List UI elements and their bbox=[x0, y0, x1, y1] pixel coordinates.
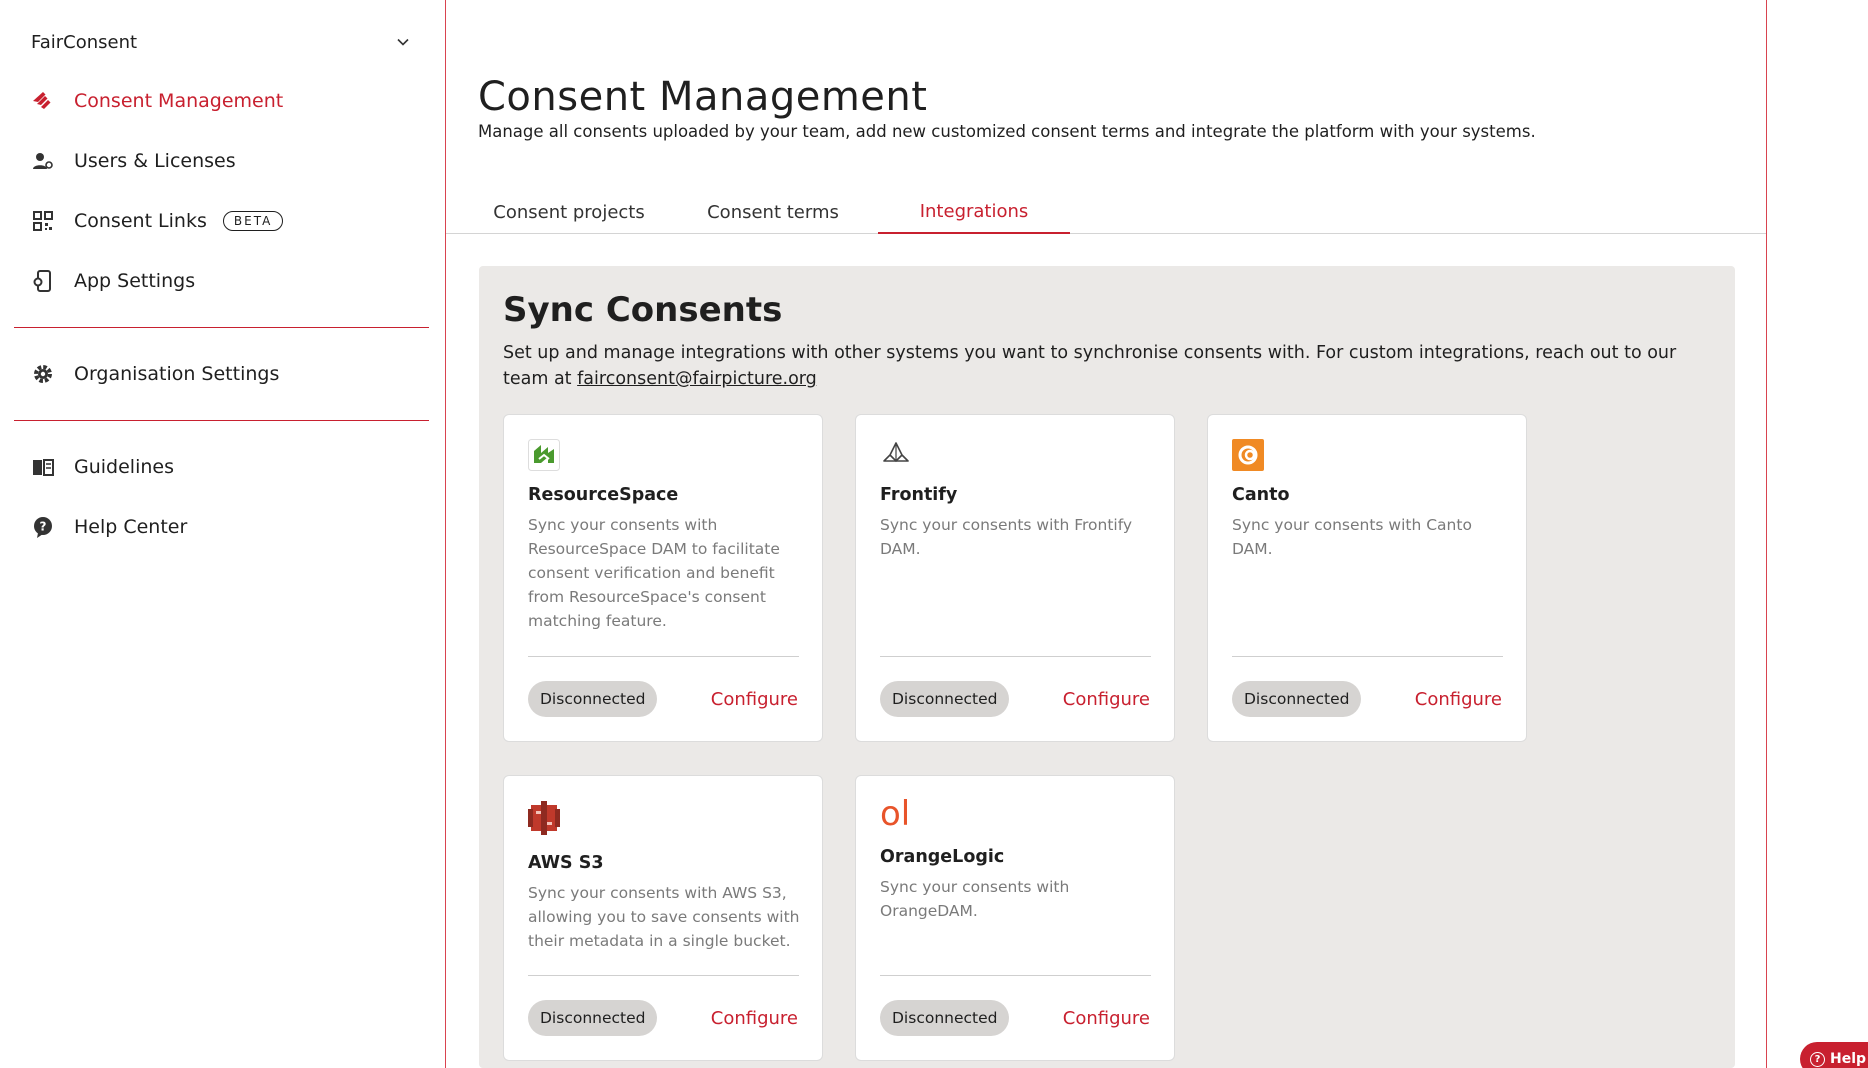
configure-button[interactable]: Configure bbox=[1062, 688, 1150, 710]
resourcespace-logo-icon bbox=[528, 439, 560, 471]
sidebar-divider bbox=[14, 420, 429, 421]
users-icon bbox=[31, 149, 55, 173]
sync-consents-panel bbox=[479, 266, 1735, 1068]
integration-card-aws-s3 bbox=[503, 775, 823, 1061]
chevron-down-icon bbox=[393, 32, 413, 52]
integration-description: Sync your consents with AWS S3, allowing you to save consents with their metadata in a single bucket. bbox=[528, 884, 800, 950]
integration-card-orangelogic bbox=[855, 775, 1175, 1061]
question-icon: ? bbox=[1810, 1052, 1825, 1067]
gear-icon bbox=[31, 362, 55, 386]
sidebar-item-label: App Settings bbox=[74, 270, 196, 292]
frontify-logo-icon bbox=[880, 439, 912, 471]
consent-management-icon bbox=[31, 89, 55, 113]
org-name: FairConsent bbox=[31, 31, 138, 53]
integration-card-resourcespace bbox=[503, 414, 823, 742]
integration-name: AWS S3 bbox=[528, 853, 604, 873]
aws-s3-logo-icon bbox=[528, 802, 560, 834]
tab-integrations[interactable]: Integrations bbox=[878, 190, 1070, 234]
integration-name: Frontify bbox=[880, 485, 958, 505]
integration-name: OrangeLogic bbox=[880, 847, 1005, 867]
sidebar-item-label: Organisation Settings bbox=[74, 363, 280, 385]
beta-badge: BETA bbox=[223, 211, 283, 231]
integration-name: ResourceSpace bbox=[528, 485, 679, 505]
configure-button[interactable]: Configure bbox=[1414, 688, 1502, 710]
sidebar bbox=[0, 0, 445, 1068]
status-badge: Disconnected bbox=[528, 681, 657, 717]
status-badge: Disconnected bbox=[880, 1000, 1009, 1036]
integration-card-canto bbox=[1207, 414, 1527, 742]
contact-email-link[interactable]: fairconsent@fairpicture.org bbox=[577, 369, 817, 389]
section-description-text: Set up and manage integrations with other systems you want to synchronise consents with. For custom integrations, reach out to our team at bbox=[503, 343, 1677, 389]
help-icon bbox=[31, 515, 55, 539]
integration-description: Sync your consents with OrangeDAM. bbox=[880, 878, 1070, 920]
integration-name: Canto bbox=[1232, 485, 1290, 505]
section-description bbox=[503, 340, 1723, 392]
main-content bbox=[445, 0, 1767, 1068]
sidebar-item-label: Help Center bbox=[74, 516, 188, 538]
card-divider bbox=[528, 975, 799, 976]
sidebar-item-consent-links[interactable] bbox=[31, 201, 283, 241]
card-divider bbox=[880, 975, 1151, 976]
svg-text:?: ? bbox=[39, 519, 47, 534]
qr-code-icon bbox=[31, 209, 55, 233]
page-title: Consent Management bbox=[478, 74, 928, 120]
sidebar-item-label: Users & Licenses bbox=[74, 150, 236, 172]
status-badge: Disconnected bbox=[880, 681, 1009, 717]
help-widget-label: Help bbox=[1830, 1051, 1867, 1067]
mobile-settings-icon bbox=[31, 269, 55, 293]
tab-consent-projects[interactable]: Consent projects bbox=[493, 201, 645, 223]
help-widget-button[interactable] bbox=[1800, 1042, 1868, 1068]
sidebar-item-label: Consent Links bbox=[74, 210, 207, 232]
integration-description: Sync your consents with Canto DAM. bbox=[1232, 516, 1472, 558]
orangelogic-logo-text: ol bbox=[880, 794, 911, 834]
tab-bar bbox=[446, 190, 1766, 234]
sidebar-item-guidelines[interactable] bbox=[31, 447, 174, 487]
sidebar-item-help-center[interactable] bbox=[31, 507, 187, 547]
configure-button[interactable]: Configure bbox=[710, 688, 798, 710]
sidebar-item-label: Guidelines bbox=[74, 456, 174, 478]
card-divider bbox=[880, 656, 1151, 657]
sidebar-item-users-licenses[interactable] bbox=[31, 141, 236, 181]
sidebar-item-app-settings[interactable] bbox=[31, 261, 195, 301]
status-badge: Disconnected bbox=[528, 1000, 657, 1036]
section-title: Sync Consents bbox=[503, 290, 783, 330]
book-icon bbox=[31, 455, 55, 479]
org-switcher[interactable] bbox=[31, 26, 413, 58]
card-divider bbox=[1232, 656, 1503, 657]
sidebar-item-organisation-settings[interactable] bbox=[31, 354, 279, 394]
page-subtitle: Manage all consents uploaded by your team, add new customized consent terms and integrate the platform with your systems. bbox=[478, 122, 1536, 141]
sidebar-item-label: Consent Management bbox=[74, 90, 284, 112]
sidebar-divider bbox=[14, 327, 429, 328]
integration-card-frontify bbox=[855, 414, 1175, 742]
integration-description: Sync your consents with ResourceSpace DAM to facilitate consent verification and benefit from ResourceSpace's consent matching feature. bbox=[528, 516, 780, 630]
configure-button[interactable]: Configure bbox=[1062, 1007, 1150, 1029]
integration-description: Sync your consents with Frontify DAM. bbox=[880, 516, 1133, 558]
sidebar-item-consent-management[interactable] bbox=[31, 81, 283, 121]
status-badge: Disconnected bbox=[1232, 681, 1361, 717]
orangelogic-logo-icon bbox=[880, 794, 911, 834]
canto-logo-icon bbox=[1232, 439, 1264, 471]
configure-button[interactable]: Configure bbox=[710, 1007, 798, 1029]
tab-consent-terms[interactable]: Consent terms bbox=[707, 201, 839, 223]
card-divider bbox=[528, 656, 799, 657]
